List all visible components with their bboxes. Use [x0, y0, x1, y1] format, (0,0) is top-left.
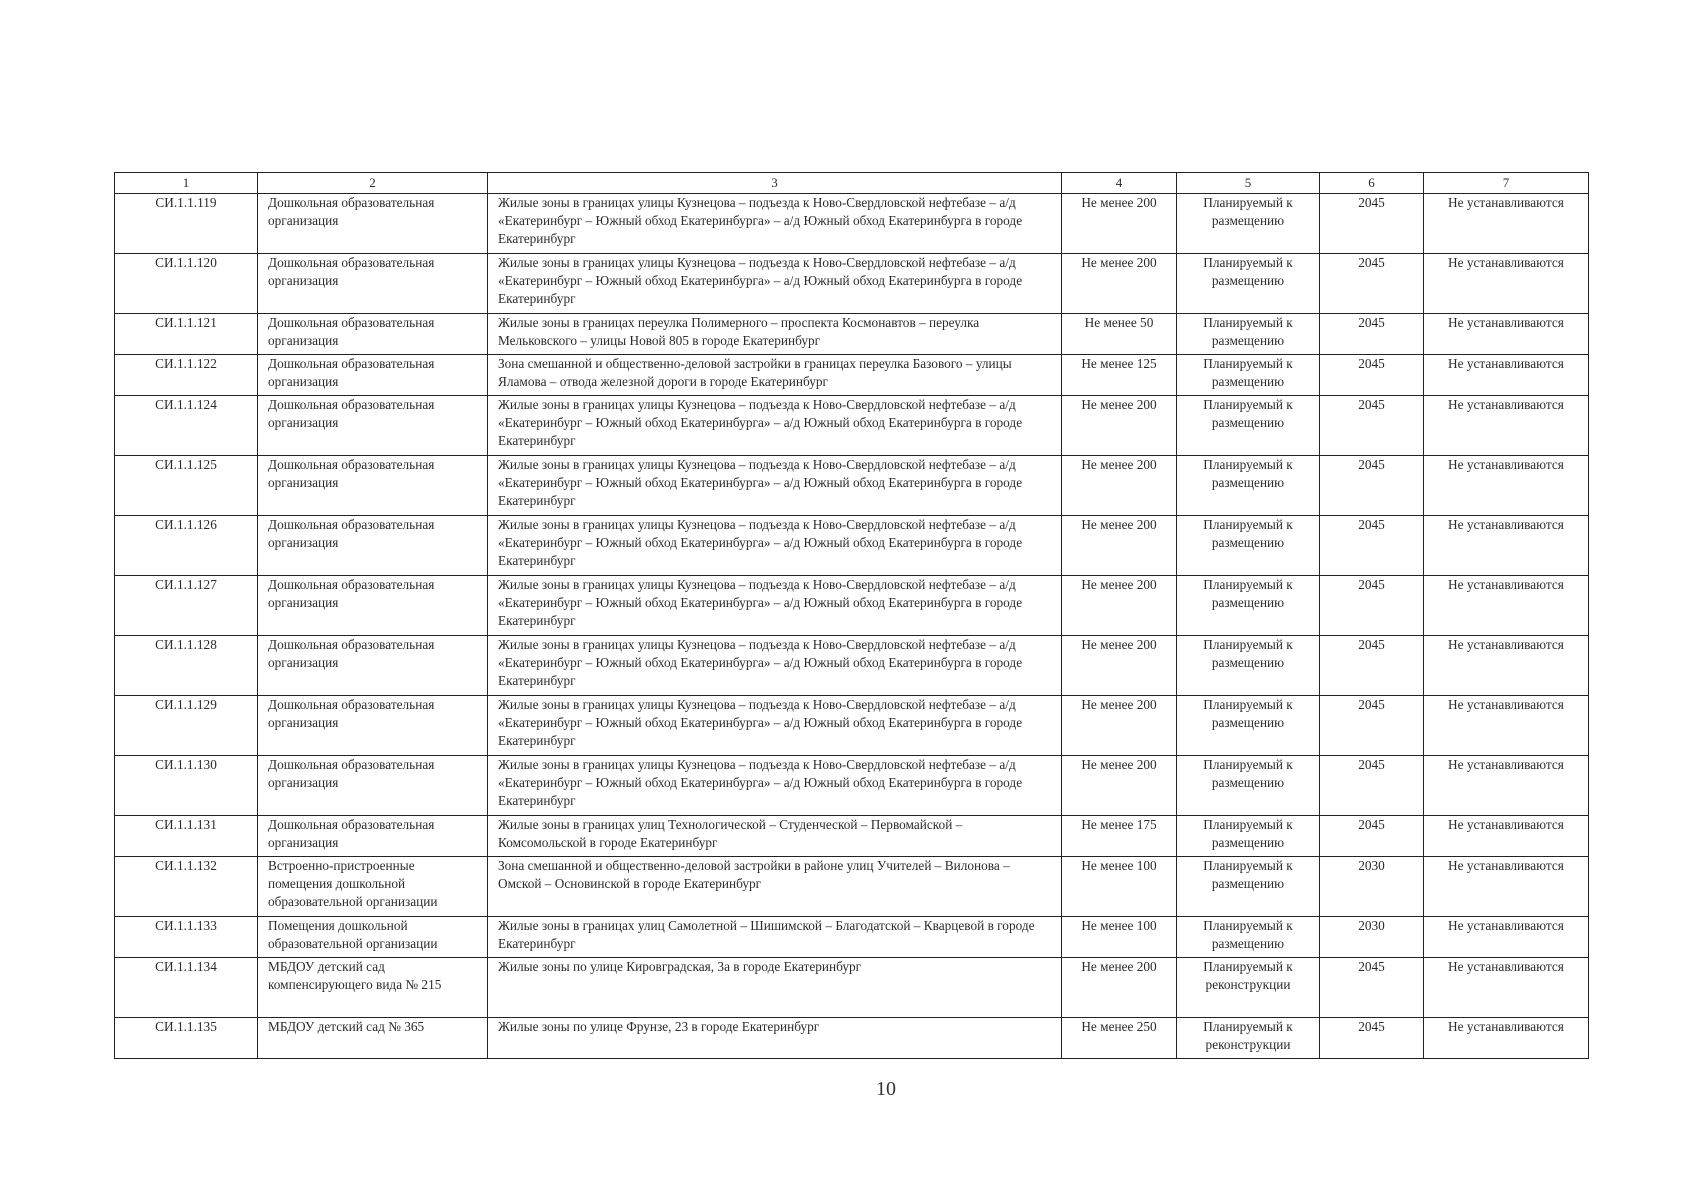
- cell-year: 2030: [1320, 917, 1424, 958]
- cell-object: МБДОУ детский сад компенсирующего вида № 215: [258, 958, 488, 1018]
- cell-object: МБДОУ детский сад № 365: [258, 1018, 488, 1059]
- cell-status: Планируемый к размещению: [1177, 857, 1320, 917]
- cell-capacity: Не менее 200: [1062, 396, 1177, 456]
- table-row: [115, 857, 1589, 917]
- cell-status: Планируемый к размещению: [1177, 576, 1320, 636]
- cell-status: Планируемый к размещению: [1177, 194, 1320, 254]
- cell-capacity: Не менее 200: [1062, 456, 1177, 516]
- cell-capacity: Не менее 200: [1062, 576, 1177, 636]
- cell-location: Жилые зоны в границах улицы Кузнецова – подъезда к Ново-Свердловской нефтебазе – а/д «Екатеринбург – Южный обход Екатеринбурга» – а/д Южный обход Екатеринбурга в городе Екатеринбург: [488, 396, 1062, 456]
- cell-capacity: Не менее 100: [1062, 857, 1177, 917]
- cell-year: 2045: [1320, 696, 1424, 756]
- cell-object: Дошкольная образовательная организация: [258, 516, 488, 576]
- cell-location: Жилые зоны в границах улицы Кузнецова – подъезда к Ново-Свердловской нефтебазе – а/д «Екатеринбург – Южный обход Екатеринбурга» – а/д Южный обход Екатеринбурга в городе Екатеринбург: [488, 254, 1062, 314]
- cell-zones: Не устанавливаются: [1424, 816, 1589, 857]
- cell-code: СИ.1.1.126: [115, 516, 258, 576]
- cell-year: 2045: [1320, 456, 1424, 516]
- table-row: [115, 756, 1589, 816]
- cell-status: Планируемый к размещению: [1177, 355, 1320, 396]
- cell-object: Дошкольная образовательная организация: [258, 636, 488, 696]
- column-header: 6: [1320, 173, 1424, 194]
- cell-location: Жилые зоны по улице Кировградская, 3а в городе Екатеринбург: [488, 958, 1062, 1018]
- table-row: [115, 696, 1589, 756]
- cell-code: СИ.1.1.130: [115, 756, 258, 816]
- cell-zones: Не устанавливаются: [1424, 396, 1589, 456]
- table-row: [115, 194, 1589, 254]
- cell-location: Жилые зоны в границах переулка Полимерного – проспекта Космонавтов – переулка Мельковского – улицы Новой 805 в городе Екатеринбург: [488, 314, 1062, 355]
- cell-object: Дошкольная образовательная организация: [258, 816, 488, 857]
- table-row: [115, 355, 1589, 396]
- cell-capacity: Не менее 250: [1062, 1018, 1177, 1059]
- cell-location: Жилые зоны в границах улиц Технологической – Студенческой – Первомайской – Комсомольской в городе Екатеринбург: [488, 816, 1062, 857]
- cell-status: Планируемый к реконструкции: [1177, 1018, 1320, 1059]
- cell-object: Дошкольная образовательная организация: [258, 396, 488, 456]
- cell-object: Дошкольная образовательная организация: [258, 314, 488, 355]
- cell-object: Дошкольная образовательная организация: [258, 696, 488, 756]
- cell-capacity: Не менее 200: [1062, 194, 1177, 254]
- cell-zones: Не устанавливаются: [1424, 857, 1589, 917]
- table-row: [115, 516, 1589, 576]
- cell-code: СИ.1.1.121: [115, 314, 258, 355]
- cell-code: СИ.1.1.132: [115, 857, 258, 917]
- cell-code: СИ.1.1.131: [115, 816, 258, 857]
- cell-code: СИ.1.1.127: [115, 576, 258, 636]
- cell-location: Жилые зоны в границах улицы Кузнецова – подъезда к Ново-Свердловской нефтебазе – а/д «Екатеринбург – Южный обход Екатеринбурга» – а/д Южный обход Екатеринбурга в городе Екатеринбург: [488, 516, 1062, 576]
- cell-capacity: Не менее 50: [1062, 314, 1177, 355]
- cell-location: Жилые зоны в границах улицы Кузнецова – подъезда к Ново-Свердловской нефтебазе – а/д «Екатеринбург – Южный обход Екатеринбурга» – а/д Южный обход Екатеринбурга в городе Екатеринбург: [488, 696, 1062, 756]
- table-row: [115, 254, 1589, 314]
- cell-status: Планируемый к размещению: [1177, 456, 1320, 516]
- cell-status: Планируемый к размещению: [1177, 696, 1320, 756]
- table-row: [115, 816, 1589, 857]
- cell-status: Планируемый к размещению: [1177, 816, 1320, 857]
- cell-zones: Не устанавливаются: [1424, 917, 1589, 958]
- cell-code: СИ.1.1.120: [115, 254, 258, 314]
- cell-zones: Не устанавливаются: [1424, 1018, 1589, 1059]
- cell-year: 2045: [1320, 816, 1424, 857]
- cell-year: 2045: [1320, 194, 1424, 254]
- page-number: 10: [876, 1078, 896, 1100]
- cell-object: Дошкольная образовательная организация: [258, 576, 488, 636]
- cell-zones: Не устанавливаются: [1424, 194, 1589, 254]
- cell-code: СИ.1.1.125: [115, 456, 258, 516]
- column-header: 7: [1424, 173, 1589, 194]
- cell-object: Встроенно-пристроенные помещения дошкольной образовательной организации: [258, 857, 488, 917]
- table-row: [115, 314, 1589, 355]
- cell-object: Дошкольная образовательная организация: [258, 756, 488, 816]
- cell-code: СИ.1.1.133: [115, 917, 258, 958]
- cell-status: Планируемый к размещению: [1177, 516, 1320, 576]
- cell-object: Дошкольная образовательная организация: [258, 254, 488, 314]
- table-row: [115, 636, 1589, 696]
- cell-code: СИ.1.1.135: [115, 1018, 258, 1059]
- cell-location: Жилые зоны в границах улицы Кузнецова – подъезда к Ново-Свердловской нефтебазе – а/д «Екатеринбург – Южный обход Екатеринбурга» – а/д Южный обход Екатеринбурга в городе Екатеринбург: [488, 456, 1062, 516]
- table-row: [115, 1018, 1589, 1059]
- cell-zones: Не устанавливаются: [1424, 456, 1589, 516]
- cell-code: СИ.1.1.124: [115, 396, 258, 456]
- cell-zones: Не устанавливаются: [1424, 516, 1589, 576]
- table-row: [115, 456, 1589, 516]
- cell-capacity: Не менее 200: [1062, 756, 1177, 816]
- cell-status: Планируемый к размещению: [1177, 756, 1320, 816]
- cell-location: Зона смешанной и общественно-деловой застройки в районе улиц Учителей – Вилонова – Омской – Основинской в городе Екатеринбург: [488, 857, 1062, 917]
- cell-location: Жилые зоны в границах улицы Кузнецова – подъезда к Ново-Свердловской нефтебазе – а/д «Екатеринбург – Южный обход Екатеринбурга» – а/д Южный обход Екатеринбурга в городе Екатеринбург: [488, 756, 1062, 816]
- cell-location: Жилые зоны в границах улицы Кузнецова – подъезда к Ново-Свердловской нефтебазе – а/д «Екатеринбург – Южный обход Екатеринбурга» – а/д Южный обход Екатеринбурга в городе Екатеринбург: [488, 194, 1062, 254]
- cell-year: 2045: [1320, 516, 1424, 576]
- cell-year: 2045: [1320, 355, 1424, 396]
- column-header: 2: [258, 173, 488, 194]
- cell-capacity: Не менее 200: [1062, 636, 1177, 696]
- cell-year: 2045: [1320, 396, 1424, 456]
- cell-code: СИ.1.1.128: [115, 636, 258, 696]
- cell-year: 2030: [1320, 857, 1424, 917]
- cell-year: 2045: [1320, 756, 1424, 816]
- cell-zones: Не устанавливаются: [1424, 576, 1589, 636]
- table-body: [115, 173, 1589, 1059]
- cell-status: Планируемый к размещению: [1177, 396, 1320, 456]
- table-row: [115, 917, 1589, 958]
- column-header: 3: [488, 173, 1062, 194]
- cell-year: 2045: [1320, 958, 1424, 1018]
- cell-capacity: Не менее 125: [1062, 355, 1177, 396]
- cell-year: 2045: [1320, 254, 1424, 314]
- cell-location: Жилые зоны по улице Фрунзе, 23 в городе Екатеринбург: [488, 1018, 1062, 1059]
- cell-year: 2045: [1320, 314, 1424, 355]
- cell-capacity: Не менее 200: [1062, 958, 1177, 1018]
- cell-object: Дошкольная образовательная организация: [258, 194, 488, 254]
- cell-zones: Не устанавливаются: [1424, 314, 1589, 355]
- cell-location: Зона смешанной и общественно-деловой застройки в границах переулка Базового – улицы Яламова – отвода железной дороги в городе Екатеринбург: [488, 355, 1062, 396]
- cell-code: СИ.1.1.129: [115, 696, 258, 756]
- cell-capacity: Не менее 175: [1062, 816, 1177, 857]
- cell-status: Планируемый к реконструкции: [1177, 958, 1320, 1018]
- column-header: 5: [1177, 173, 1320, 194]
- cell-status: Планируемый к размещению: [1177, 636, 1320, 696]
- table-row: [115, 576, 1589, 636]
- cell-zones: Не устанавливаются: [1424, 696, 1589, 756]
- table-row: [115, 396, 1589, 456]
- cell-status: Планируемый к размещению: [1177, 917, 1320, 958]
- cell-location: Жилые зоны в границах улицы Кузнецова – подъезда к Ново-Свердловской нефтебазе – а/д «Екатеринбург – Южный обход Екатеринбурга» – а/д Южный обход Екатеринбурга в городе Екатеринбург: [488, 636, 1062, 696]
- cell-capacity: Не менее 100: [1062, 917, 1177, 958]
- cell-zones: Не устанавливаются: [1424, 958, 1589, 1018]
- column-header: 4: [1062, 173, 1177, 194]
- cell-year: 2045: [1320, 1018, 1424, 1059]
- cell-zones: Не устанавливаются: [1424, 756, 1589, 816]
- cell-location: Жилые зоны в границах улиц Самолетной – Шишимской – Благодатской – Кварцевой в городе Екатеринбург: [488, 917, 1062, 958]
- cell-object: Помещения дошкольной образовательной организации: [258, 917, 488, 958]
- cell-object: Дошкольная образовательная организация: [258, 355, 488, 396]
- cell-object: Дошкольная образовательная организация: [258, 456, 488, 516]
- cell-zones: Не устанавливаются: [1424, 636, 1589, 696]
- cell-zones: Не устанавливаются: [1424, 355, 1589, 396]
- cell-status: Планируемый к размещению: [1177, 254, 1320, 314]
- cell-status: Планируемый к размещению: [1177, 314, 1320, 355]
- cell-capacity: Не менее 200: [1062, 516, 1177, 576]
- column-header: 1: [115, 173, 258, 194]
- cell-capacity: Не менее 200: [1062, 254, 1177, 314]
- cell-code: СИ.1.1.122: [115, 355, 258, 396]
- cell-capacity: Не менее 200: [1062, 696, 1177, 756]
- cell-location: Жилые зоны в границах улицы Кузнецова – подъезда к Ново-Свердловской нефтебазе – а/д «Екатеринбург – Южный обход Екатеринбурга» – а/д Южный обход Екатеринбурга в городе Екатеринбург: [488, 576, 1062, 636]
- cell-zones: Не устанавливаются: [1424, 254, 1589, 314]
- cell-code: СИ.1.1.134: [115, 958, 258, 1018]
- cell-year: 2045: [1320, 636, 1424, 696]
- cell-code: СИ.1.1.119: [115, 194, 258, 254]
- cell-year: 2045: [1320, 576, 1424, 636]
- header-row: [115, 173, 1589, 194]
- table-row: [115, 958, 1589, 1018]
- data-table: [114, 172, 1589, 1059]
